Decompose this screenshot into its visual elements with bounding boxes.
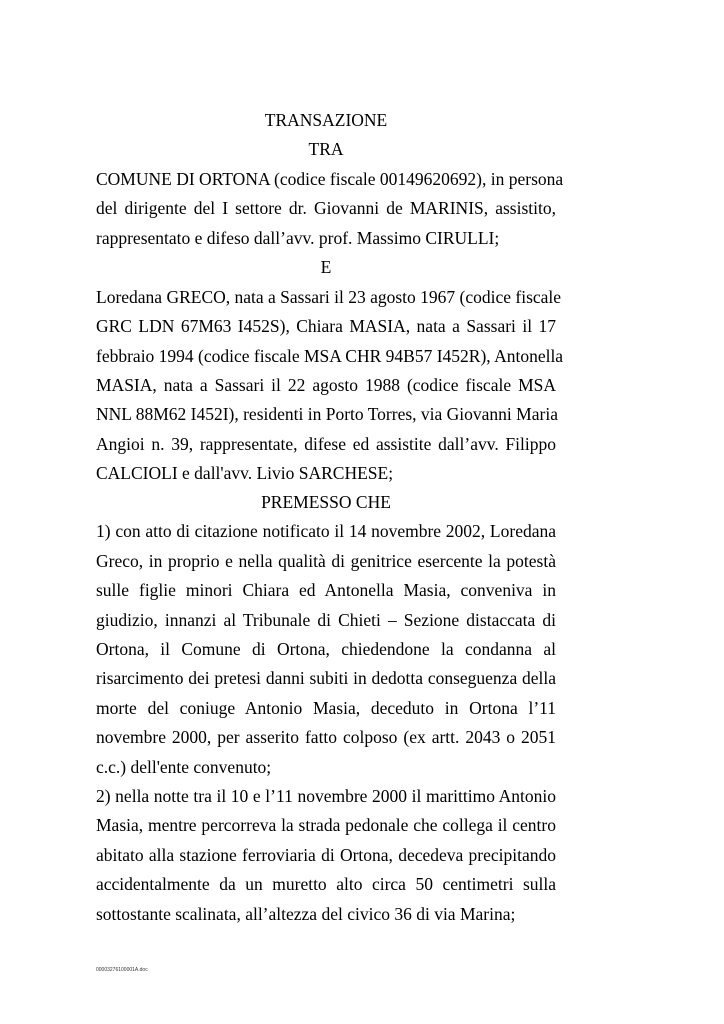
party2-line: NNL 88M62 I452I), residenti in Porto Torres, via Giovanni Maria (96, 404, 558, 424)
party2-line: CALCIOLI e dall'avv. Livio SARCHESE; (96, 463, 394, 483)
point1-line: sulle figlie minori Chiara ed Antonella Masia, conveniva in (96, 580, 556, 600)
party1-line: del dirigente del I settore dr. Giovanni de MARINIS, assistito, (96, 198, 556, 218)
point1-line: Ortona, il Comune di Ortona, chiedendone la condanna al (96, 639, 556, 659)
party2-line: Angioi n. 39, rappresentate, difese ed assistite dall’avv. Filippo (96, 434, 556, 454)
party2-line: MASIA, nata a Sassari il 22 agosto 1988 (codice fiscale MSA (96, 375, 556, 395)
point2-line: Masia, mentre percorreva la strada pedonale che collega il centro (96, 815, 556, 835)
point2-line: accidentalmente da un muretto alto circa 50 centimetri sulla (96, 874, 556, 894)
point1-line: risarcimento dei pretesi danni subiti in dedotta conseguenza della (96, 668, 556, 688)
document-title: TRANSAZIONE (264, 110, 388, 130)
point1-line: giudizio, innanzi al Tribunale di Chieti – Sezione distaccata di (96, 610, 556, 630)
party2-line: febbraio 1994 (codice fiscale MSA CHR 94B57 I452R), Antonella (96, 346, 564, 366)
point1-line: c.c.) dell'ente convenuto; (96, 757, 272, 777)
party1-line: COMUNE DI ORTONA (codice fiscale 00149620692), in persona (96, 169, 564, 189)
party2-line: GRC LDN 67M63 I452S), Chiara MASIA, nata a Sassari il 17 (96, 316, 556, 336)
tra-heading: TRA (308, 139, 344, 159)
party1-line: rappresentato e difeso dall’avv. prof. Massimo CIRULLI; (96, 228, 500, 248)
party2-line: Loredana GRECO, nata a Sassari il 23 agosto 1967 (codice fiscale (96, 287, 562, 307)
point1-line: morte del coniuge Antonio Masia, deceduto in Ortona l’11 (96, 698, 556, 718)
point1-line: novembre 2000, per asserito fatto colposo (ex artt. 2043 o 2051 (96, 727, 556, 747)
e-heading: E (320, 257, 332, 277)
point2-line: sottostante scalinata, all’altezza del civico 36 di via Marina; (96, 904, 516, 924)
point2-line: abitato alla stazione ferroviaria di Ortona, decedeva precipitando (96, 845, 556, 865)
point1-line: Greco, in proprio e nella qualità di genitrice esercente la potestà (96, 551, 556, 571)
point2-line: 2) nella notte tra il 10 e l’11 novembre 2000 il marittimo Antonio (96, 786, 556, 806)
premesso-heading: PREMESSO CHE (261, 492, 391, 512)
point1-line: 1) con atto di citazione notificato il 14 novembre 2002, Loredana (96, 521, 556, 541)
footer-filename: 00003276100001A.doc (96, 967, 148, 973)
